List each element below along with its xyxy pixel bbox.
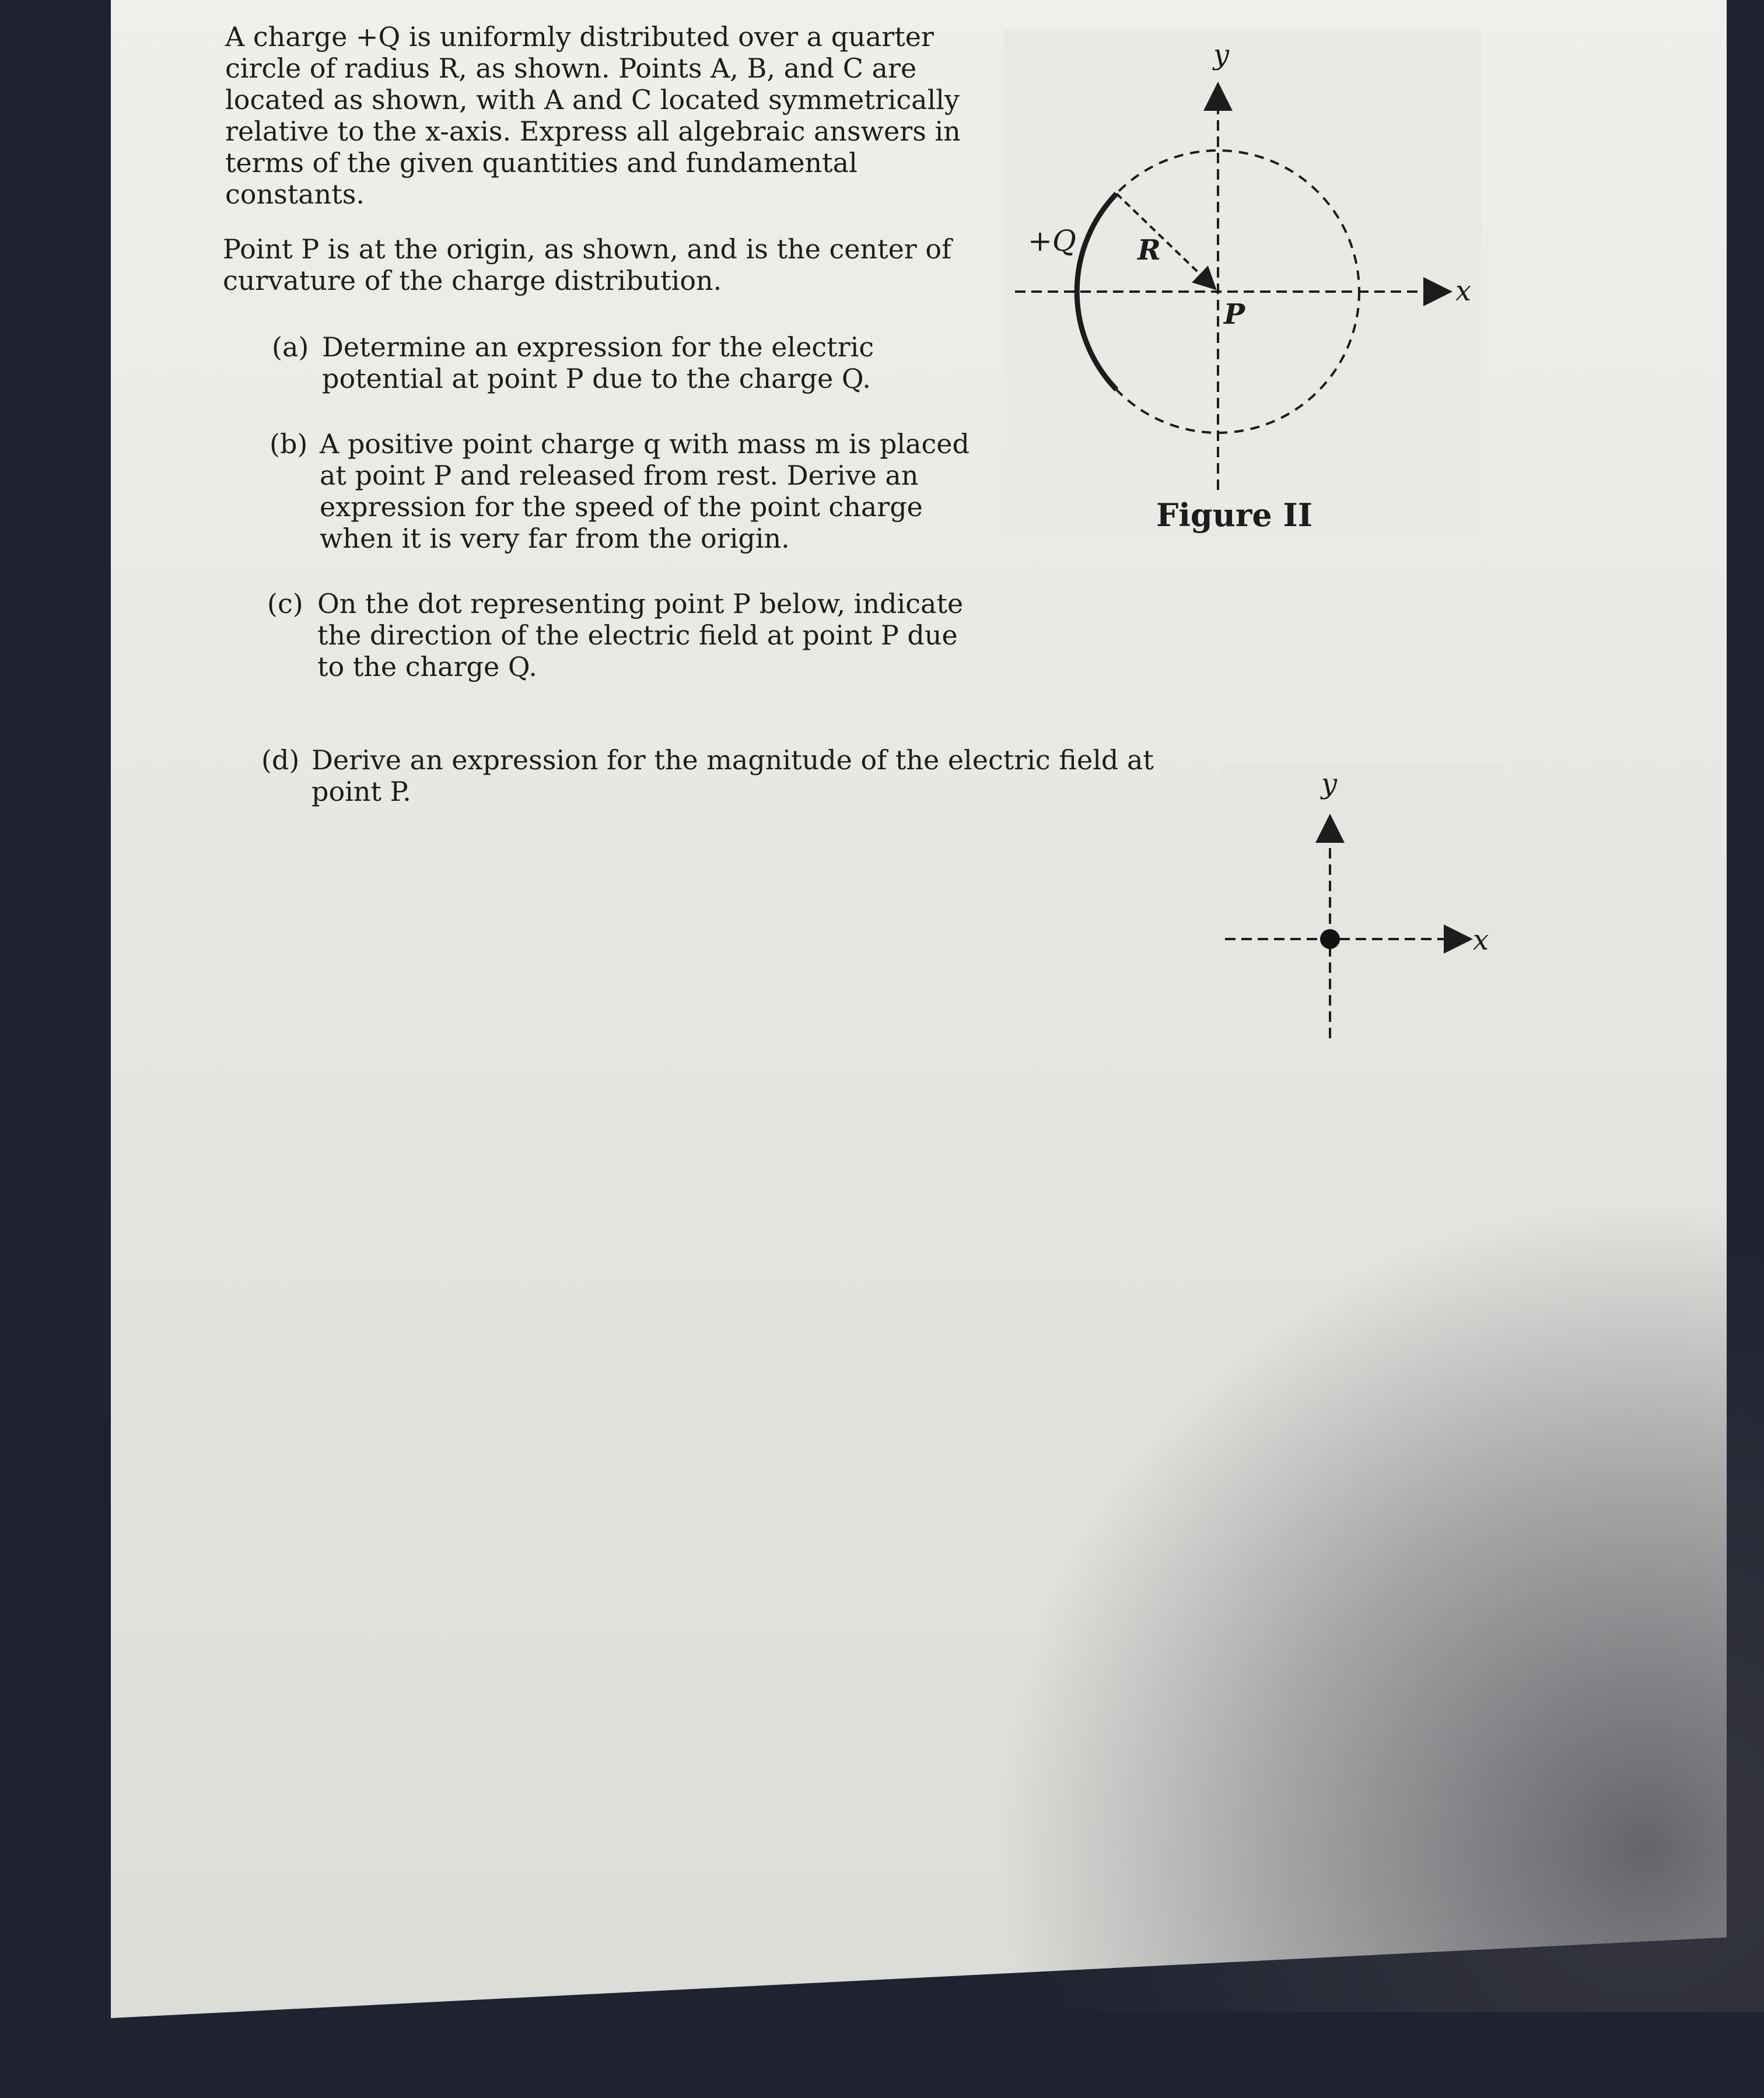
part-a bbox=[272, 331, 874, 394]
point-p-label: P bbox=[1224, 298, 1245, 331]
part-b bbox=[270, 428, 970, 554]
answer-y-label: y bbox=[1321, 768, 1338, 800]
radius-label: R bbox=[1138, 234, 1161, 267]
part-c-label: (c) bbox=[267, 588, 303, 619]
part-a-text: Determine an expression for the electric potential at point P due to the charge Q. bbox=[322, 331, 874, 394]
charge-label: +Q bbox=[1028, 224, 1076, 258]
part-c bbox=[267, 588, 963, 682]
answer-axes-background bbox=[1219, 764, 1505, 1044]
figure-y-label: y bbox=[1213, 38, 1230, 71]
figure-two-diagram bbox=[1003, 29, 1482, 542]
answer-axes-diagram bbox=[1219, 764, 1505, 1044]
point-p-dot[interactable] bbox=[1320, 929, 1340, 949]
intro-paragraph: A charge +Q is uniformly distributed over a quarter circle of radius R, as shown. Points A, B, and C are located as shown, with A and C located symmetrically relative to the x-axis. Express all algebraic answers in terms of the given quantities and fundamental constants. bbox=[225, 21, 961, 210]
part-b-label: (b) bbox=[270, 428, 308, 460]
part-b-text: A positive point charge q with mass m is placed at point P and released from rest. Derive an expression for the speed of the point charge when it is very far from the origin. bbox=[320, 428, 970, 554]
figure-x-label: x bbox=[1455, 275, 1472, 307]
part-a-label: (a) bbox=[272, 331, 309, 363]
part-d-text: Derive an expression for the magnitude of the electric field at point P. bbox=[312, 744, 1154, 807]
answer-x-label: x bbox=[1473, 924, 1489, 957]
point-p-paragraph: Point P is at the origin, as shown, and is the center of curvature of the charge distribution. bbox=[223, 233, 952, 296]
part-d-label: (d) bbox=[261, 744, 300, 776]
part-d bbox=[261, 744, 1154, 807]
figure-caption: Figure II bbox=[1156, 496, 1312, 534]
part-c-text: On the dot representing point P below, indicate the direction of the electric field at point P due to the charge Q. bbox=[317, 588, 964, 682]
